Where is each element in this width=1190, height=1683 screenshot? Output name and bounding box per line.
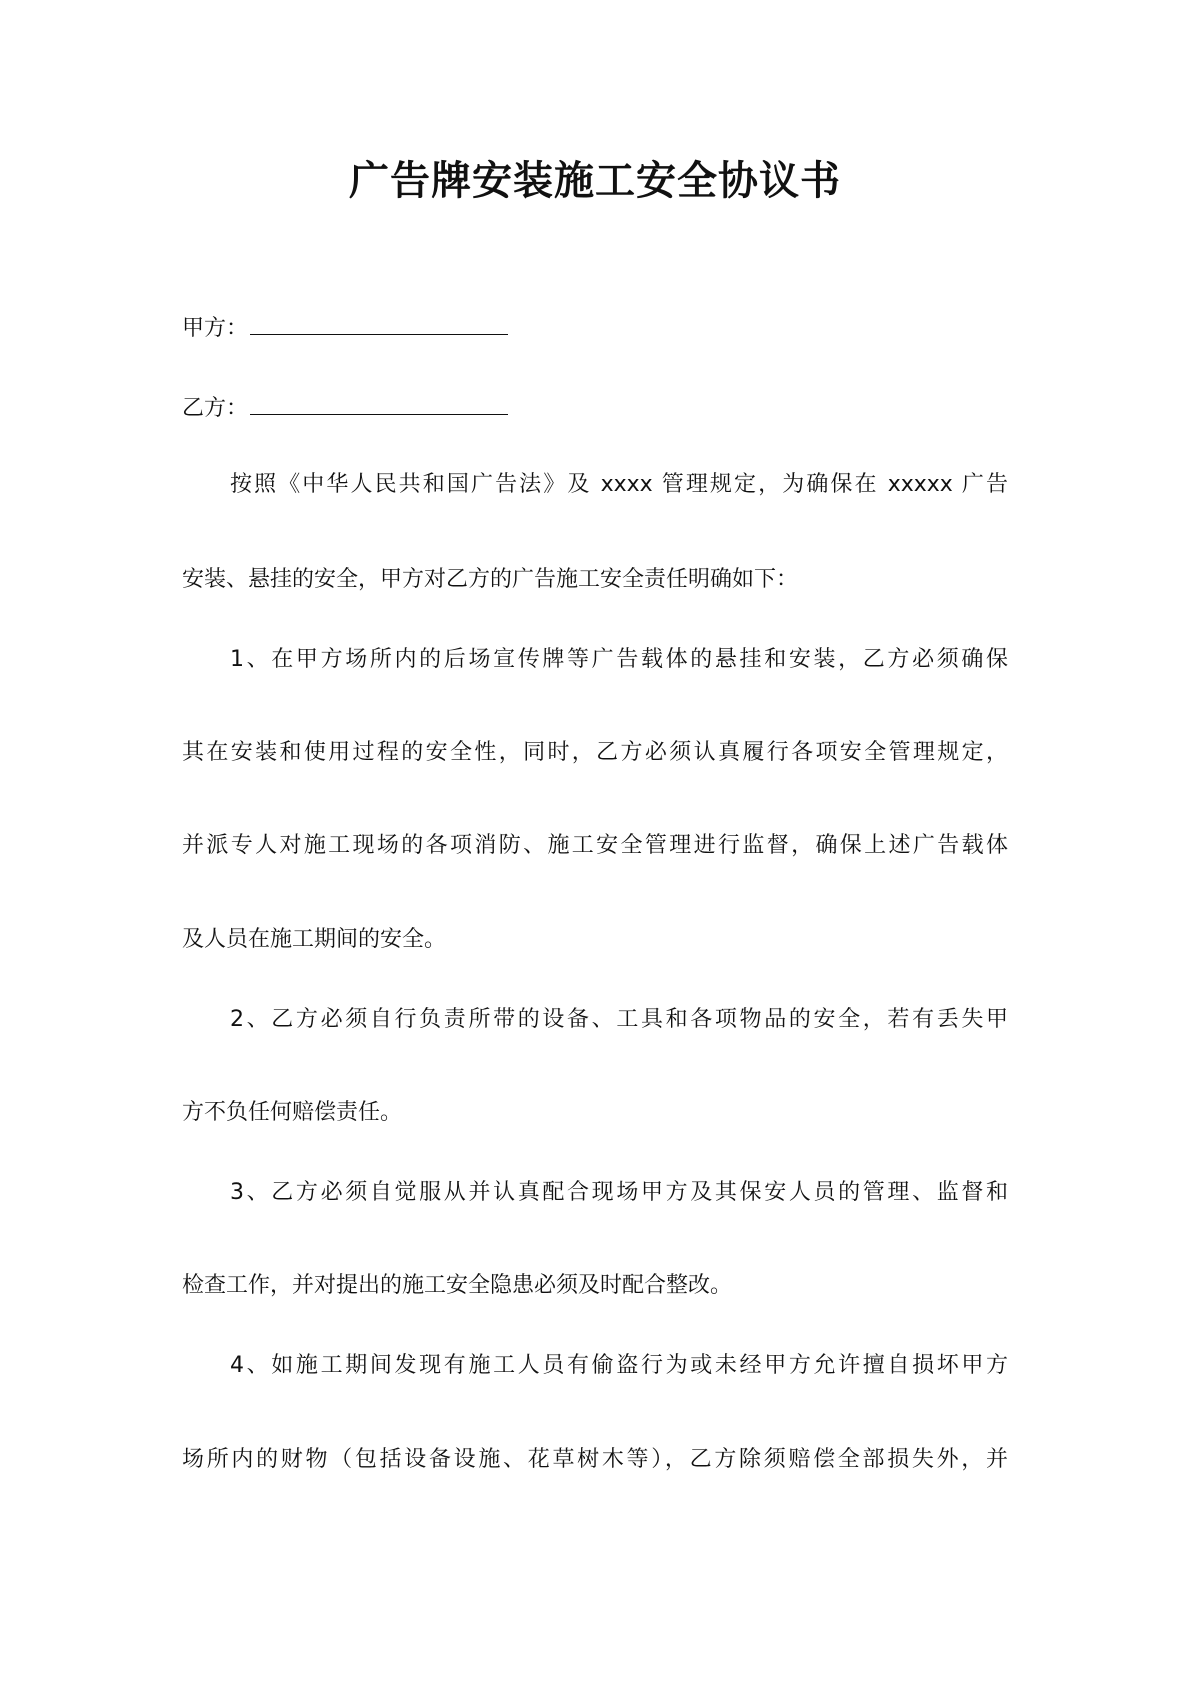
clause-4-line-2: 场所内的财物（包括设备设施、花草树木等），乙方除须赔偿全部损失外，并 bbox=[182, 1447, 1008, 1472]
party-b-label: 乙方： bbox=[182, 396, 249, 421]
intro-paragraph-line-1: 按照《中华人民共和国广告法》及 xxxx 管理规定，为确保在 xxxxx 广告 bbox=[230, 472, 1008, 497]
party-a-blank[interactable] bbox=[250, 312, 508, 335]
party-a-label: 甲方： bbox=[182, 316, 249, 341]
clause-2-line-2: 方不负任何赔偿责任。 bbox=[182, 1100, 403, 1125]
clause-1-line-1: 1、在甲方场所内的后场宣传牌等广告载体的悬挂和安装，乙方必须确保 bbox=[230, 647, 1008, 672]
party-b-line bbox=[182, 392, 508, 422]
clause-1-line-2: 其在安装和使用过程的安全性，同时，乙方必须认真履行各项安全管理规定， bbox=[182, 740, 1008, 765]
clause-4-line-1: 4、如施工期间发现有施工人员有偷盗行为或未经甲方允许擅自损坏甲方 bbox=[230, 1353, 1008, 1378]
document-title: 广告牌安装施工安全协议书 bbox=[349, 158, 841, 204]
clause-3-line-1: 3、乙方必须自觉服从并认真配合现场甲方及其保安人员的管理、监督和 bbox=[230, 1180, 1008, 1205]
party-a-line bbox=[182, 312, 508, 342]
clause-2-line-1: 2、乙方必须自行负责所带的设备、工具和各项物品的安全，若有丢失甲 bbox=[230, 1007, 1008, 1032]
clause-1-line-4: 及人员在施工期间的安全。 bbox=[182, 927, 447, 952]
party-b-blank[interactable] bbox=[250, 392, 508, 415]
clause-3-line-2: 检查工作，并对提出的施工安全隐患必须及时配合整改。 bbox=[182, 1273, 733, 1298]
intro-paragraph-line-2: 安装、悬挂的安全，甲方对乙方的广告施工安全责任明确如下： bbox=[182, 567, 799, 592]
clause-1-line-3: 并派专人对施工现场的各项消防、施工安全管理进行监督，确保上述广告载体 bbox=[182, 833, 1008, 858]
